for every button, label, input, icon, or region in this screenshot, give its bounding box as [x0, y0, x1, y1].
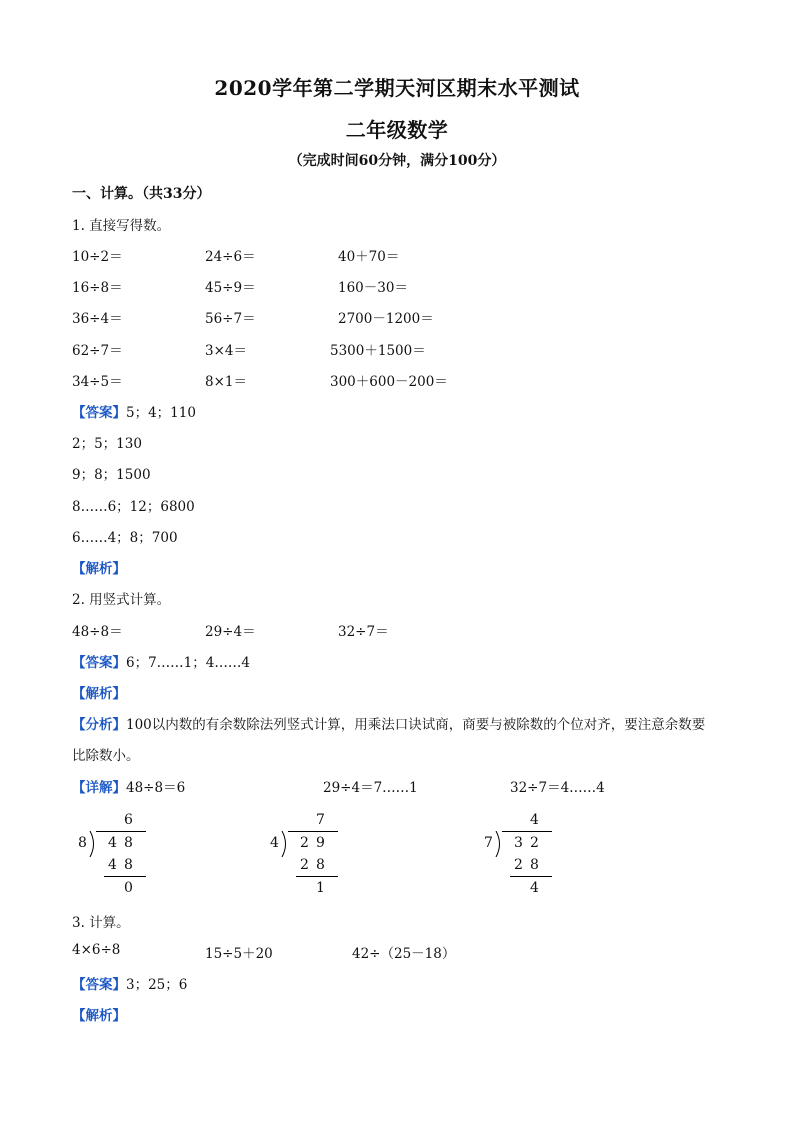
- ld-quotient: 4: [530, 812, 539, 828]
- ld-product-digit: 2: [514, 857, 523, 873]
- q1-cell: 8×1＝: [205, 374, 247, 390]
- q2-answer-tag: 【答案】: [72, 655, 126, 671]
- q2-item: 32÷7＝: [338, 624, 389, 640]
- q1-cell: 2700－1200＝: [338, 311, 434, 327]
- q2-analysis-tag: 【解析】: [72, 686, 126, 702]
- q1-cell: 40＋70＝: [338, 249, 400, 265]
- q2-item: 48÷8＝: [72, 624, 123, 640]
- ld-remainder: 4: [530, 880, 539, 896]
- q1-answer-line: 8……6；12；6800: [72, 499, 195, 515]
- ld-dividend-digit: 9: [316, 835, 325, 851]
- q3-item: 42÷（25－18）: [352, 946, 456, 962]
- q3-answer-tag: 【答案】: [72, 977, 126, 993]
- q1-cell: 34÷5＝: [72, 374, 123, 390]
- q1-cell: 16÷8＝: [72, 280, 123, 296]
- q1-analysis-tag: 【解析】: [72, 561, 126, 577]
- ld-dividend-digit: 4: [108, 835, 117, 851]
- q3-item: 15÷5＋20: [205, 946, 273, 962]
- ld-product-digit: 8: [316, 857, 325, 873]
- page-subtitle: 二年级数学: [345, 118, 449, 142]
- ld-product-digit: 8: [530, 857, 539, 873]
- q3-prompt: 3. 计算。: [72, 915, 130, 931]
- ld-dividend-digit: 3: [514, 835, 523, 851]
- q1-cell: 45÷9＝: [205, 280, 256, 296]
- q3-item: 4×6÷8: [72, 942, 121, 958]
- q2-fenxi-line2: 比除数小。: [72, 748, 140, 764]
- ld-product-digit: 4: [108, 857, 117, 873]
- q2-item: 29÷4＝: [205, 624, 256, 640]
- q1-answer-line: 5；4；110: [126, 405, 196, 421]
- ld-divisor: 8: [78, 835, 87, 851]
- q1-cell: 36÷4＝: [72, 311, 123, 327]
- q1-cell: 300＋600－200＝: [330, 374, 448, 390]
- ld-divisor: 7: [484, 835, 493, 851]
- division-bracket-icon: [88, 831, 98, 857]
- q2-detail-eq: 29÷4＝7……1: [323, 780, 418, 796]
- exam-note: （完成时间60分钟，满分100分）: [288, 153, 506, 169]
- q1-cell: 62÷7＝: [72, 343, 123, 359]
- q3-analysis-tag: 【解析】: [72, 1008, 126, 1024]
- ld-quotient: 7: [316, 812, 325, 828]
- division-bracket-icon: [494, 831, 504, 857]
- q1-answer-line: 2；5；130: [72, 436, 142, 452]
- ld-dividend-digit: 2: [300, 835, 309, 851]
- q1-cell: 160－30＝: [338, 280, 408, 296]
- page-title: 2020学年第二学期天河区期末水平测试: [214, 76, 580, 100]
- ld-divisor: 4: [270, 835, 279, 851]
- q1-cell: 5300＋1500＝: [330, 343, 426, 359]
- q2-answer-text: 6；7……1；4……4: [126, 655, 250, 671]
- ld-remainder: 0: [124, 880, 133, 896]
- q2-detail-eq: 48÷8＝6: [126, 780, 186, 796]
- ld-product-digit: 8: [124, 857, 133, 873]
- q1-answer-tag: 【答案】: [72, 405, 126, 421]
- q2-prompt: 2. 用竖式计算。: [72, 592, 171, 608]
- q1-answer-line: 6……4；8；700: [72, 530, 178, 546]
- ld-product-digit: 2: [300, 857, 309, 873]
- q2-fenxi-tag: 【分析】: [72, 717, 126, 733]
- q1-answer-line: 9；8；1500: [72, 467, 151, 483]
- q1-cell: 10÷2＝: [72, 249, 123, 265]
- q2-fenxi-line1: 100以内数的有余数除法列竖式计算，用乘法口诀试商，商要与被除数的个位对齐，要注意余数要: [126, 717, 706, 733]
- division-bracket-icon: [280, 831, 290, 857]
- q1-cell: 56÷7＝: [205, 311, 256, 327]
- q1-cell: 3×4＝: [205, 343, 247, 359]
- ld-remainder: 1: [316, 880, 325, 896]
- ld-dividend-digit: 8: [124, 835, 133, 851]
- q1-cell: 24÷6＝: [205, 249, 256, 265]
- ld-dividend-digit: 2: [530, 835, 539, 851]
- q2-detail-eq: 32÷7＝4……4: [510, 780, 605, 796]
- section-heading: 一、计算。（共33分）: [72, 186, 211, 202]
- q3-answer-text: 3；25；6: [126, 977, 188, 993]
- q1-prompt: 1. 直接写得数。: [72, 218, 171, 234]
- q2-detail-tag: 【详解】: [72, 780, 126, 796]
- ld-quotient: 6: [124, 812, 133, 828]
